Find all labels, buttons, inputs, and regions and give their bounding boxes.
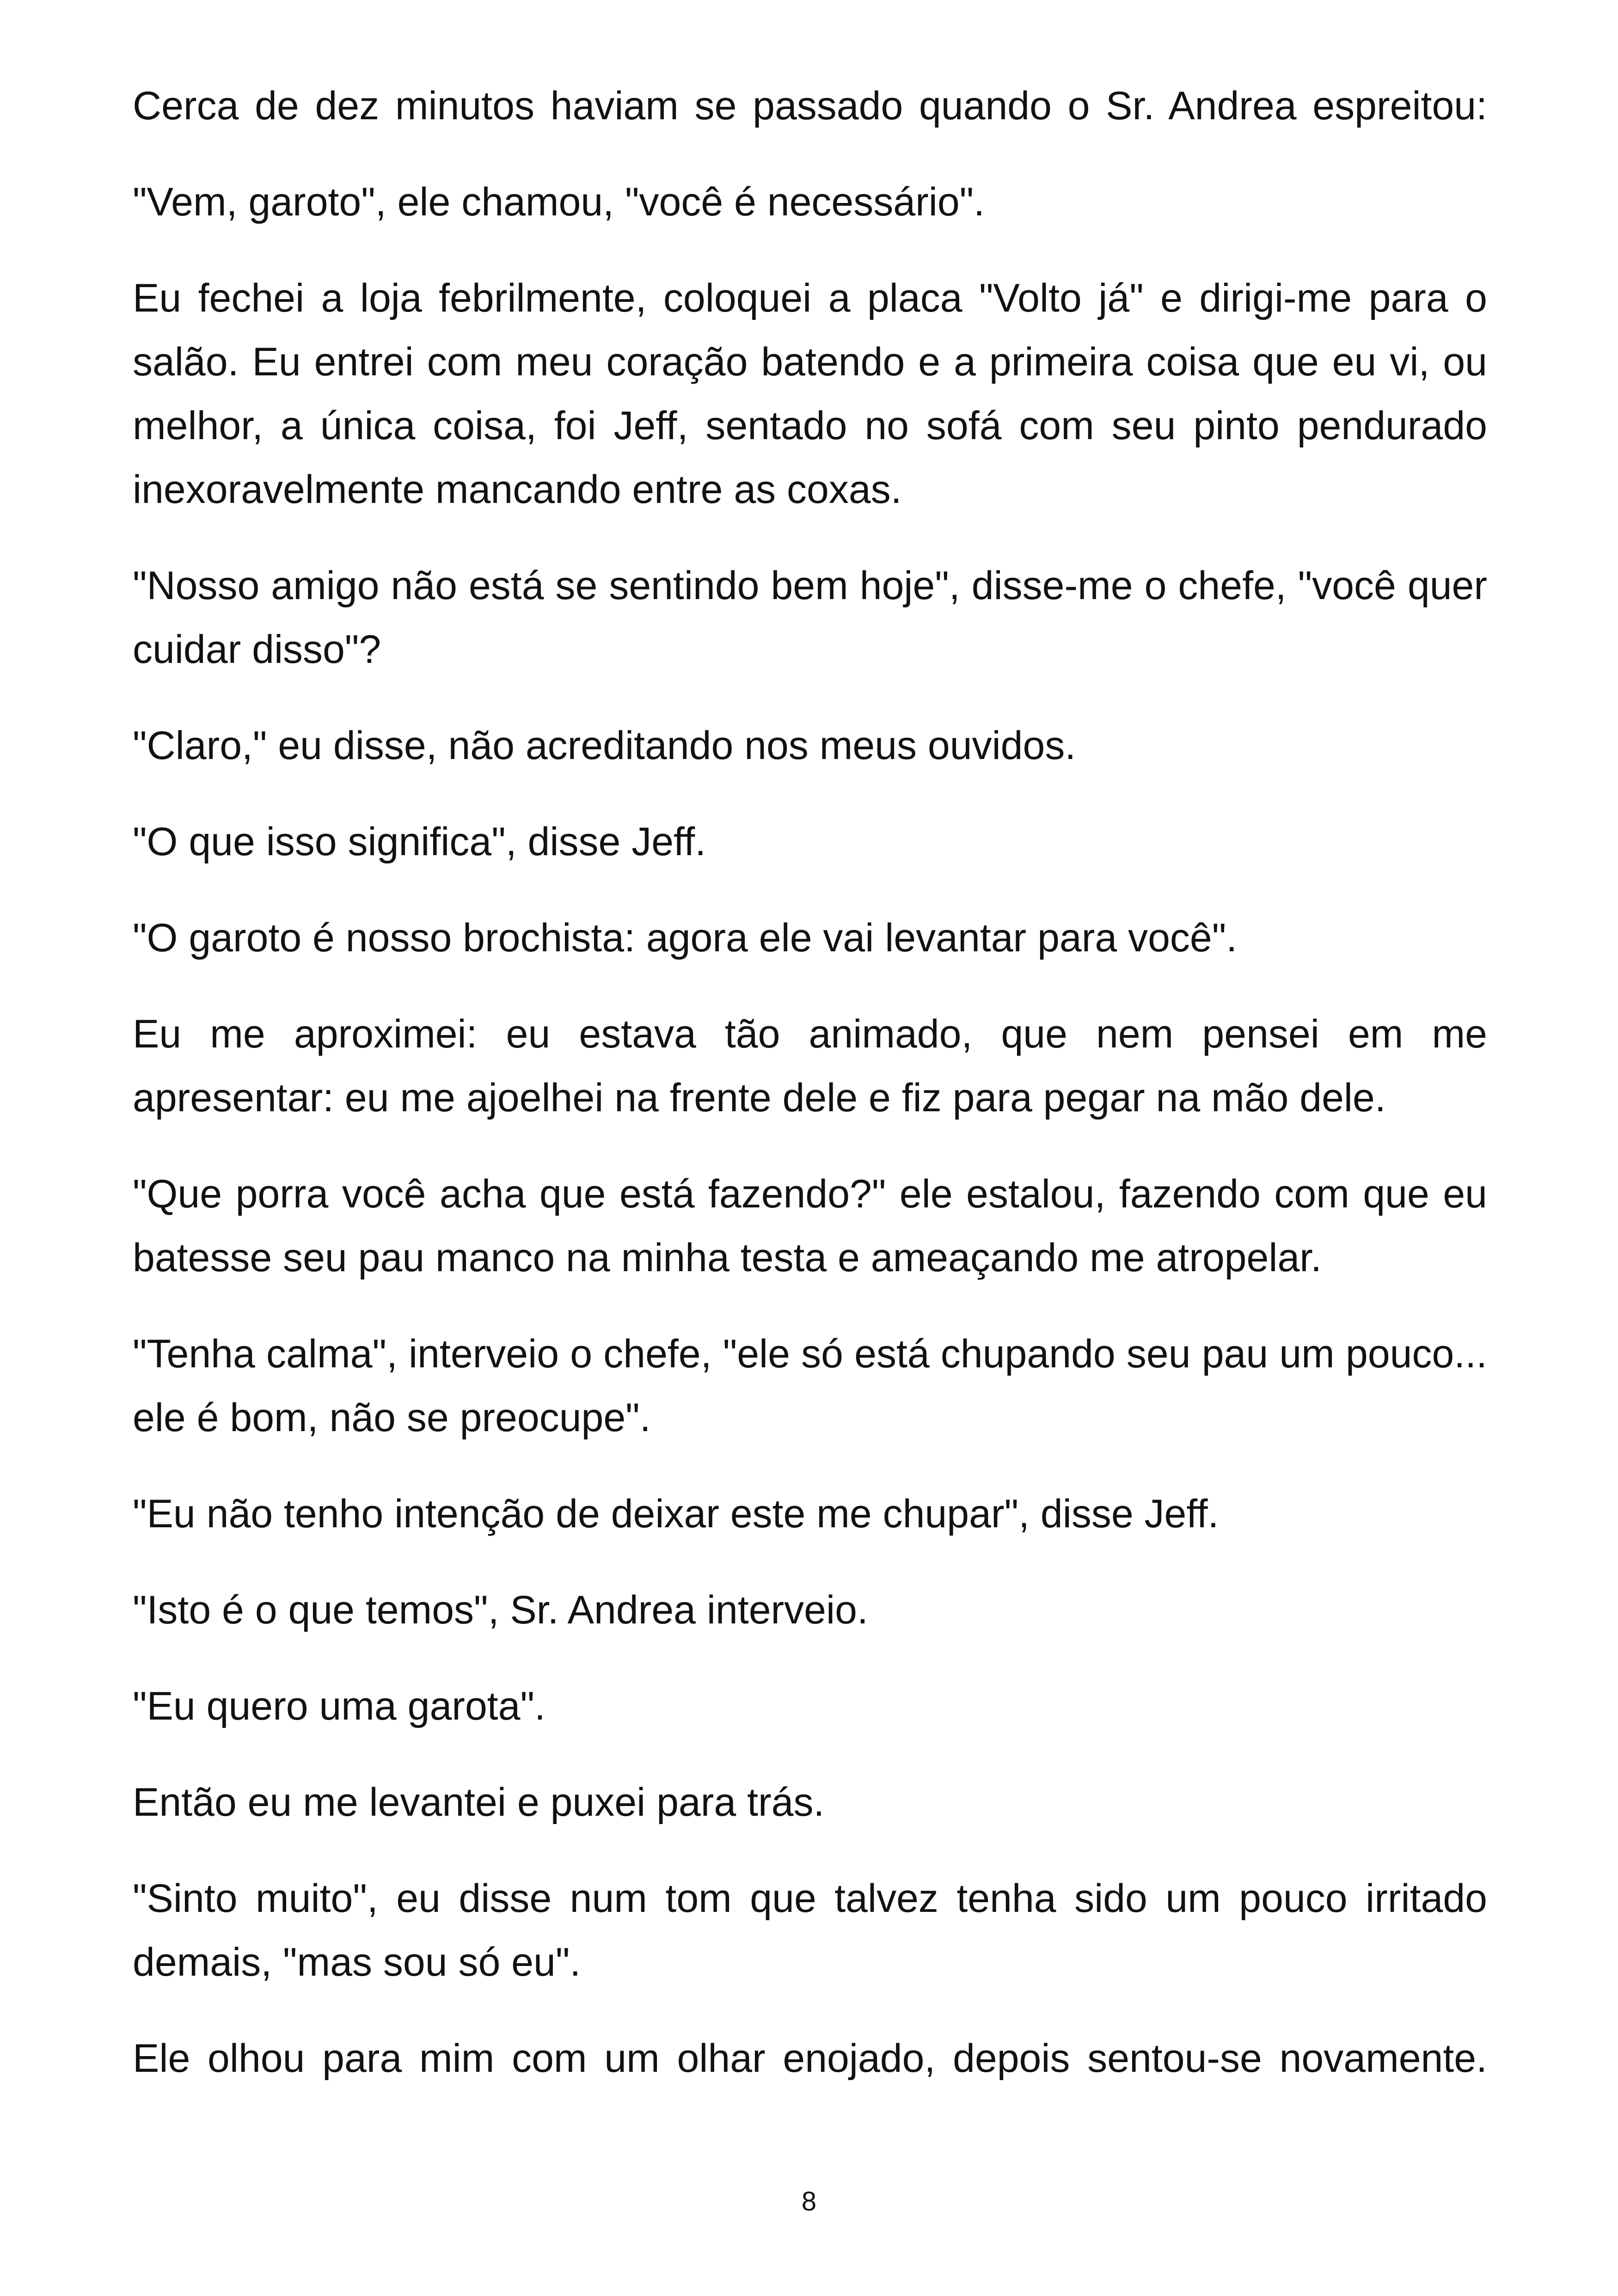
paragraph-8: Eu me aproximei: eu estava tão animado, que nem pensei em me apresentar: eu me ajoelhei na frente dele e fiz para pegar na mão dele. xyxy=(133,1012,1487,1120)
paragraph-12: "Isto é o que temos", Sr. Andrea interveio. xyxy=(133,1588,868,1632)
body-text xyxy=(133,74,1487,2123)
paragraph-4: "Nosso amigo não está se sentindo bem hoje", disse-me o chefe, "você quer cuidar disso"? xyxy=(133,563,1487,672)
paragraph-1: Cerca de dez minutos haviam se passado quando o Sr. Andrea espreitou: xyxy=(133,84,1487,128)
paragraph-15: "Sinto muito", eu disse num tom que talvez tenha sido um pouco irritado demais, "mas sou só eu". xyxy=(133,1876,1487,1984)
paragraph-9: "Que porra você acha que está fazendo?" ele estalou, fazendo com que eu batesse seu pau manco na minha testa e ameaçando me atropelar. xyxy=(133,1172,1487,1280)
paragraph-14: Então eu me levantei e puxei para trás. xyxy=(133,1780,825,1825)
paragraph-6: "O que isso significa", disse Jeff. xyxy=(133,820,706,864)
paragraph-10: "Tenha calma", interveio o chefe, "ele só está chupando seu pau um pouco... ele é bom, não se preocupe". xyxy=(133,1332,1487,1440)
paragraph-3: Eu fechei a loja febrilmente, coloquei a placa "Volto já" e dirigi-me para o salão. Eu entrei com meu coração batendo e a primeira coisa que eu vi, ou melhor, a única coisa, foi Jeff, sentado no sofá com seu pinto pendurado inexoravelmente mancando entre as coxas. xyxy=(133,276,1487,512)
paragraph-11: "Eu não tenho intenção de deixar este me chupar", disse Jeff. xyxy=(133,1492,1219,1536)
paragraph-13: "Eu quero uma garota". xyxy=(133,1684,545,1728)
paragraph-16: Ele olhou para mim com um olhar enojado, depois sentou-se novamente. xyxy=(133,2036,1487,2081)
paragraph-2: "Vem, garoto", ele chamou, "você é necessário". xyxy=(133,180,985,224)
page-number: 8 xyxy=(801,2186,817,2216)
paragraph-7: "O garoto é nosso brochista: agora ele vai levantar para você". xyxy=(133,916,1238,960)
paragraph-5: "Claro," eu disse, não acreditando nos meus ouvidos. xyxy=(133,723,1076,768)
